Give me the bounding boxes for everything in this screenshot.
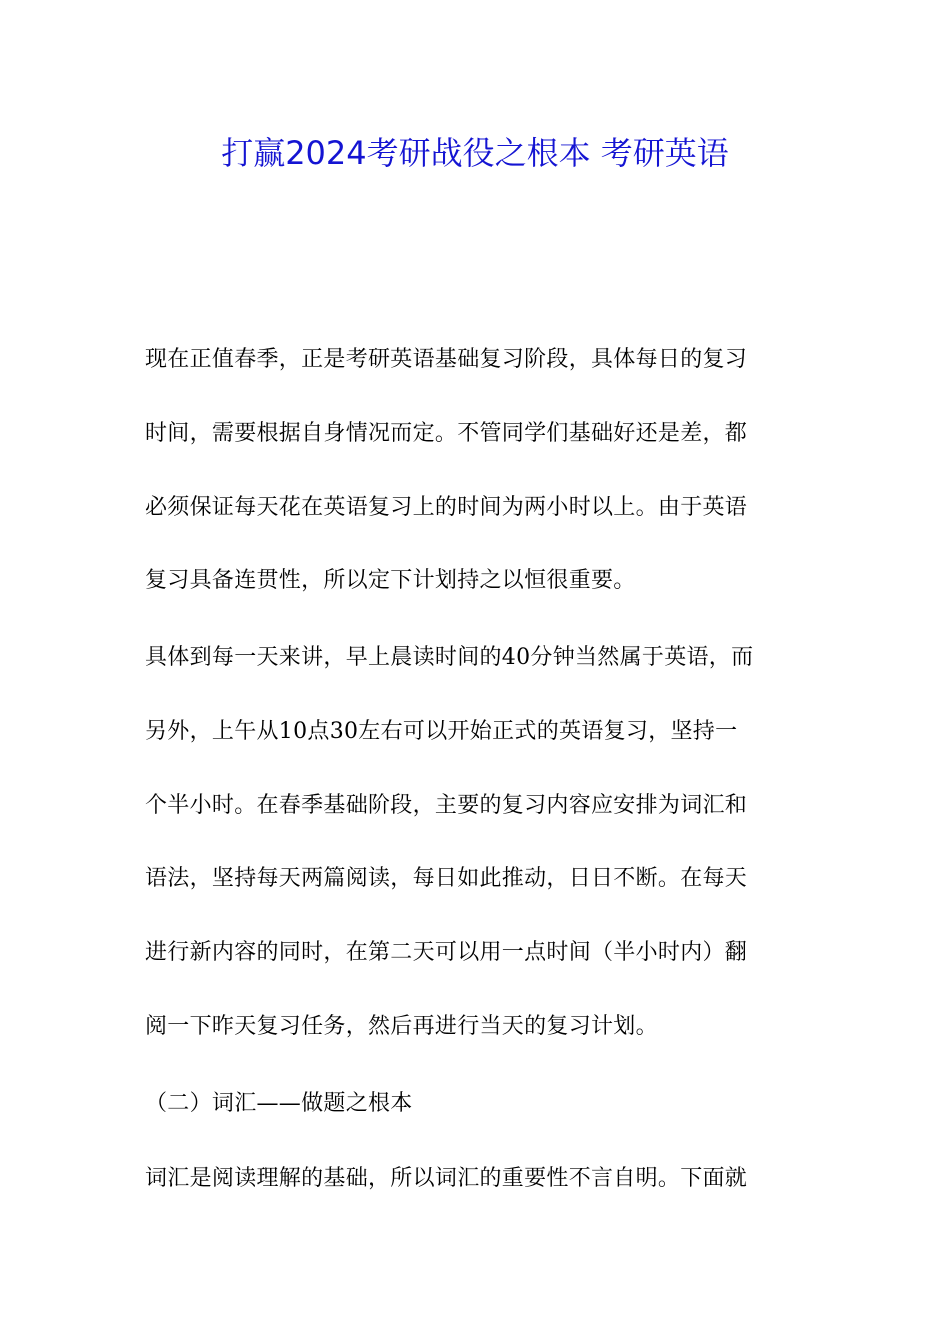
- paragraph-line: 必须保证每天花在英语复习上的时间为两小时以上。由于英语: [145, 494, 748, 520]
- paragraph-line: 个半小时。在春季基础阶段，主要的复习内容应安排为词汇和: [145, 792, 748, 818]
- paragraph-3: [145, 1142, 807, 1216]
- paragraph-line: 具体到每一天来讲，早上晨读时间的40分钟当然属于英语，而: [145, 645, 754, 670]
- paragraph-line: 现在正值春季，正是考研英语基础复习阶段，具体每日的复习: [145, 347, 748, 372]
- paragraph-2: [145, 621, 807, 1064]
- paragraph-line: 时间，需要根据自身情况而定。不管同学们基础好还是差，都: [145, 420, 748, 446]
- paragraph-line: 另外，上午从10点30左右可以开始正式的英语复习，坚持一: [145, 718, 738, 744]
- paragraph-line: 进行新内容的同时，在第二天可以用一点时间（半小时内）翻: [145, 940, 748, 966]
- paragraph-1: [145, 323, 807, 618]
- paragraph-line: 词汇是阅读理解的基础，所以词汇的重要性不言自明。下面就: [145, 1166, 748, 1191]
- section-heading-text: （二）词汇——做题之根本: [145, 1091, 413, 1116]
- paragraph-line: 复习具备连贯性，所以定下计划持之以恒很重要。: [145, 568, 636, 594]
- paragraph-line: 阅一下昨天复习任务，然后再进行当天的复习计划。: [145, 1013, 658, 1039]
- document-title: 打赢2024考研战役之根本 考研英语: [221, 134, 729, 172]
- section-heading: [145, 1067, 807, 1141]
- paragraph-line: 语法，坚持每天两篇阅读，每日如此推动，日日不断。在每天: [145, 866, 748, 892]
